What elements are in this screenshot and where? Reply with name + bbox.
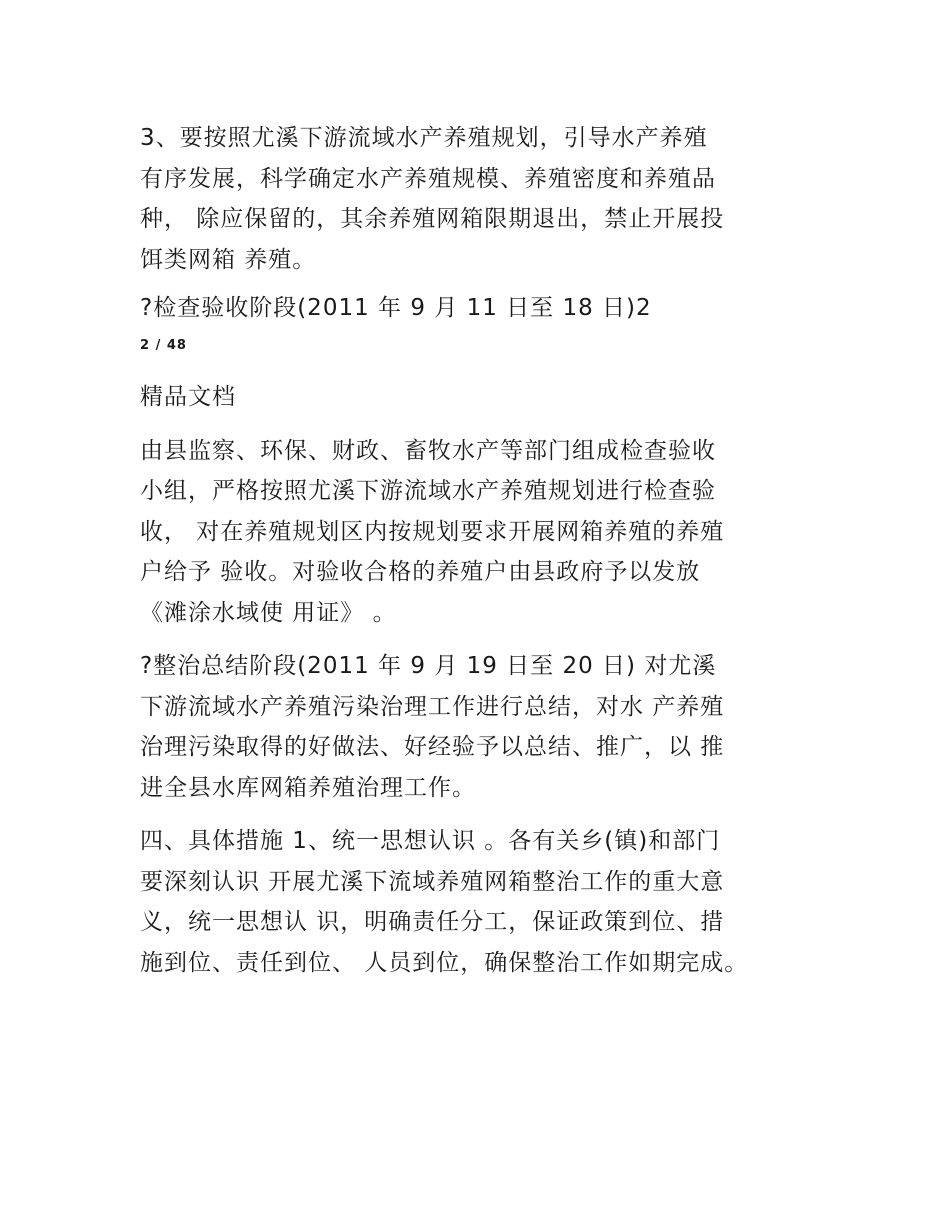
- text-line: 收， 对在养殖规划区内按规划要求开展网箱养殖的养殖: [140, 518, 725, 545]
- paragraph-fishery-plan: [140, 118, 820, 280]
- text-line: 治理污染取得的好做法、好经验予以总结、推广，以 推: [140, 734, 725, 760]
- text-line: 四、具体措施 1、统一思想认识 。各有关乡(镇)和部门: [140, 828, 721, 854]
- text-line: 《滩涂水域使 用证》 。: [140, 599, 397, 626]
- text-line: 由县监察、环保、财政、畜牧水产等部门组成检查验收: [140, 437, 716, 464]
- document-page: [140, 118, 820, 983]
- inspection-stage-heading: ?检查验收阶段(2011 年 9 月 11 日至 18 日)2: [140, 295, 652, 321]
- page-number: 2 / 48: [140, 337, 187, 353]
- paragraph-inspection-team: [140, 431, 820, 634]
- text-line: 饵类网箱 养殖。: [140, 246, 317, 273]
- doc-label: 精品文档: [140, 383, 236, 410]
- text-line: 进全县水库网箱养殖治理工作。: [140, 774, 476, 801]
- text-line: 下游流域水产养殖污染治理工作进行总结，对水 产养殖: [140, 693, 725, 720]
- text-line: 种， 除应保留的，其余养殖网箱限期退出，禁止开展投: [140, 206, 725, 232]
- text-line: 要深刻认识 开展尤溪下流域养殖网箱整治工作的重大意: [140, 868, 725, 895]
- paragraph-summary-stage: [140, 646, 820, 808]
- text-line: 有序发展，科学确定水产养殖规模、养殖密度和养殖品: [140, 165, 716, 192]
- text-line: ?整治总结阶段(2011 年 9 月 19 日至 20 日) 对尤溪: [140, 653, 717, 679]
- text-line: 3、要按照尤溪下游流域水产养殖规划，引导水产养殖: [140, 125, 708, 151]
- text-line: 义，统一思想认 识，明确责任分工，保证政策到位、措: [140, 909, 725, 935]
- text-line: 施到位、责任到位、 人员到位，确保整治工作如期完成。: [140, 949, 749, 976]
- paragraph-specific-measures: [140, 821, 820, 983]
- text-line: 户给予 验收。对验收合格的养殖户由县政府予以发放: [140, 559, 701, 585]
- text-line: 小组，严格按照尤溪下游流域水产养殖规划进行检查验: [140, 478, 716, 504]
